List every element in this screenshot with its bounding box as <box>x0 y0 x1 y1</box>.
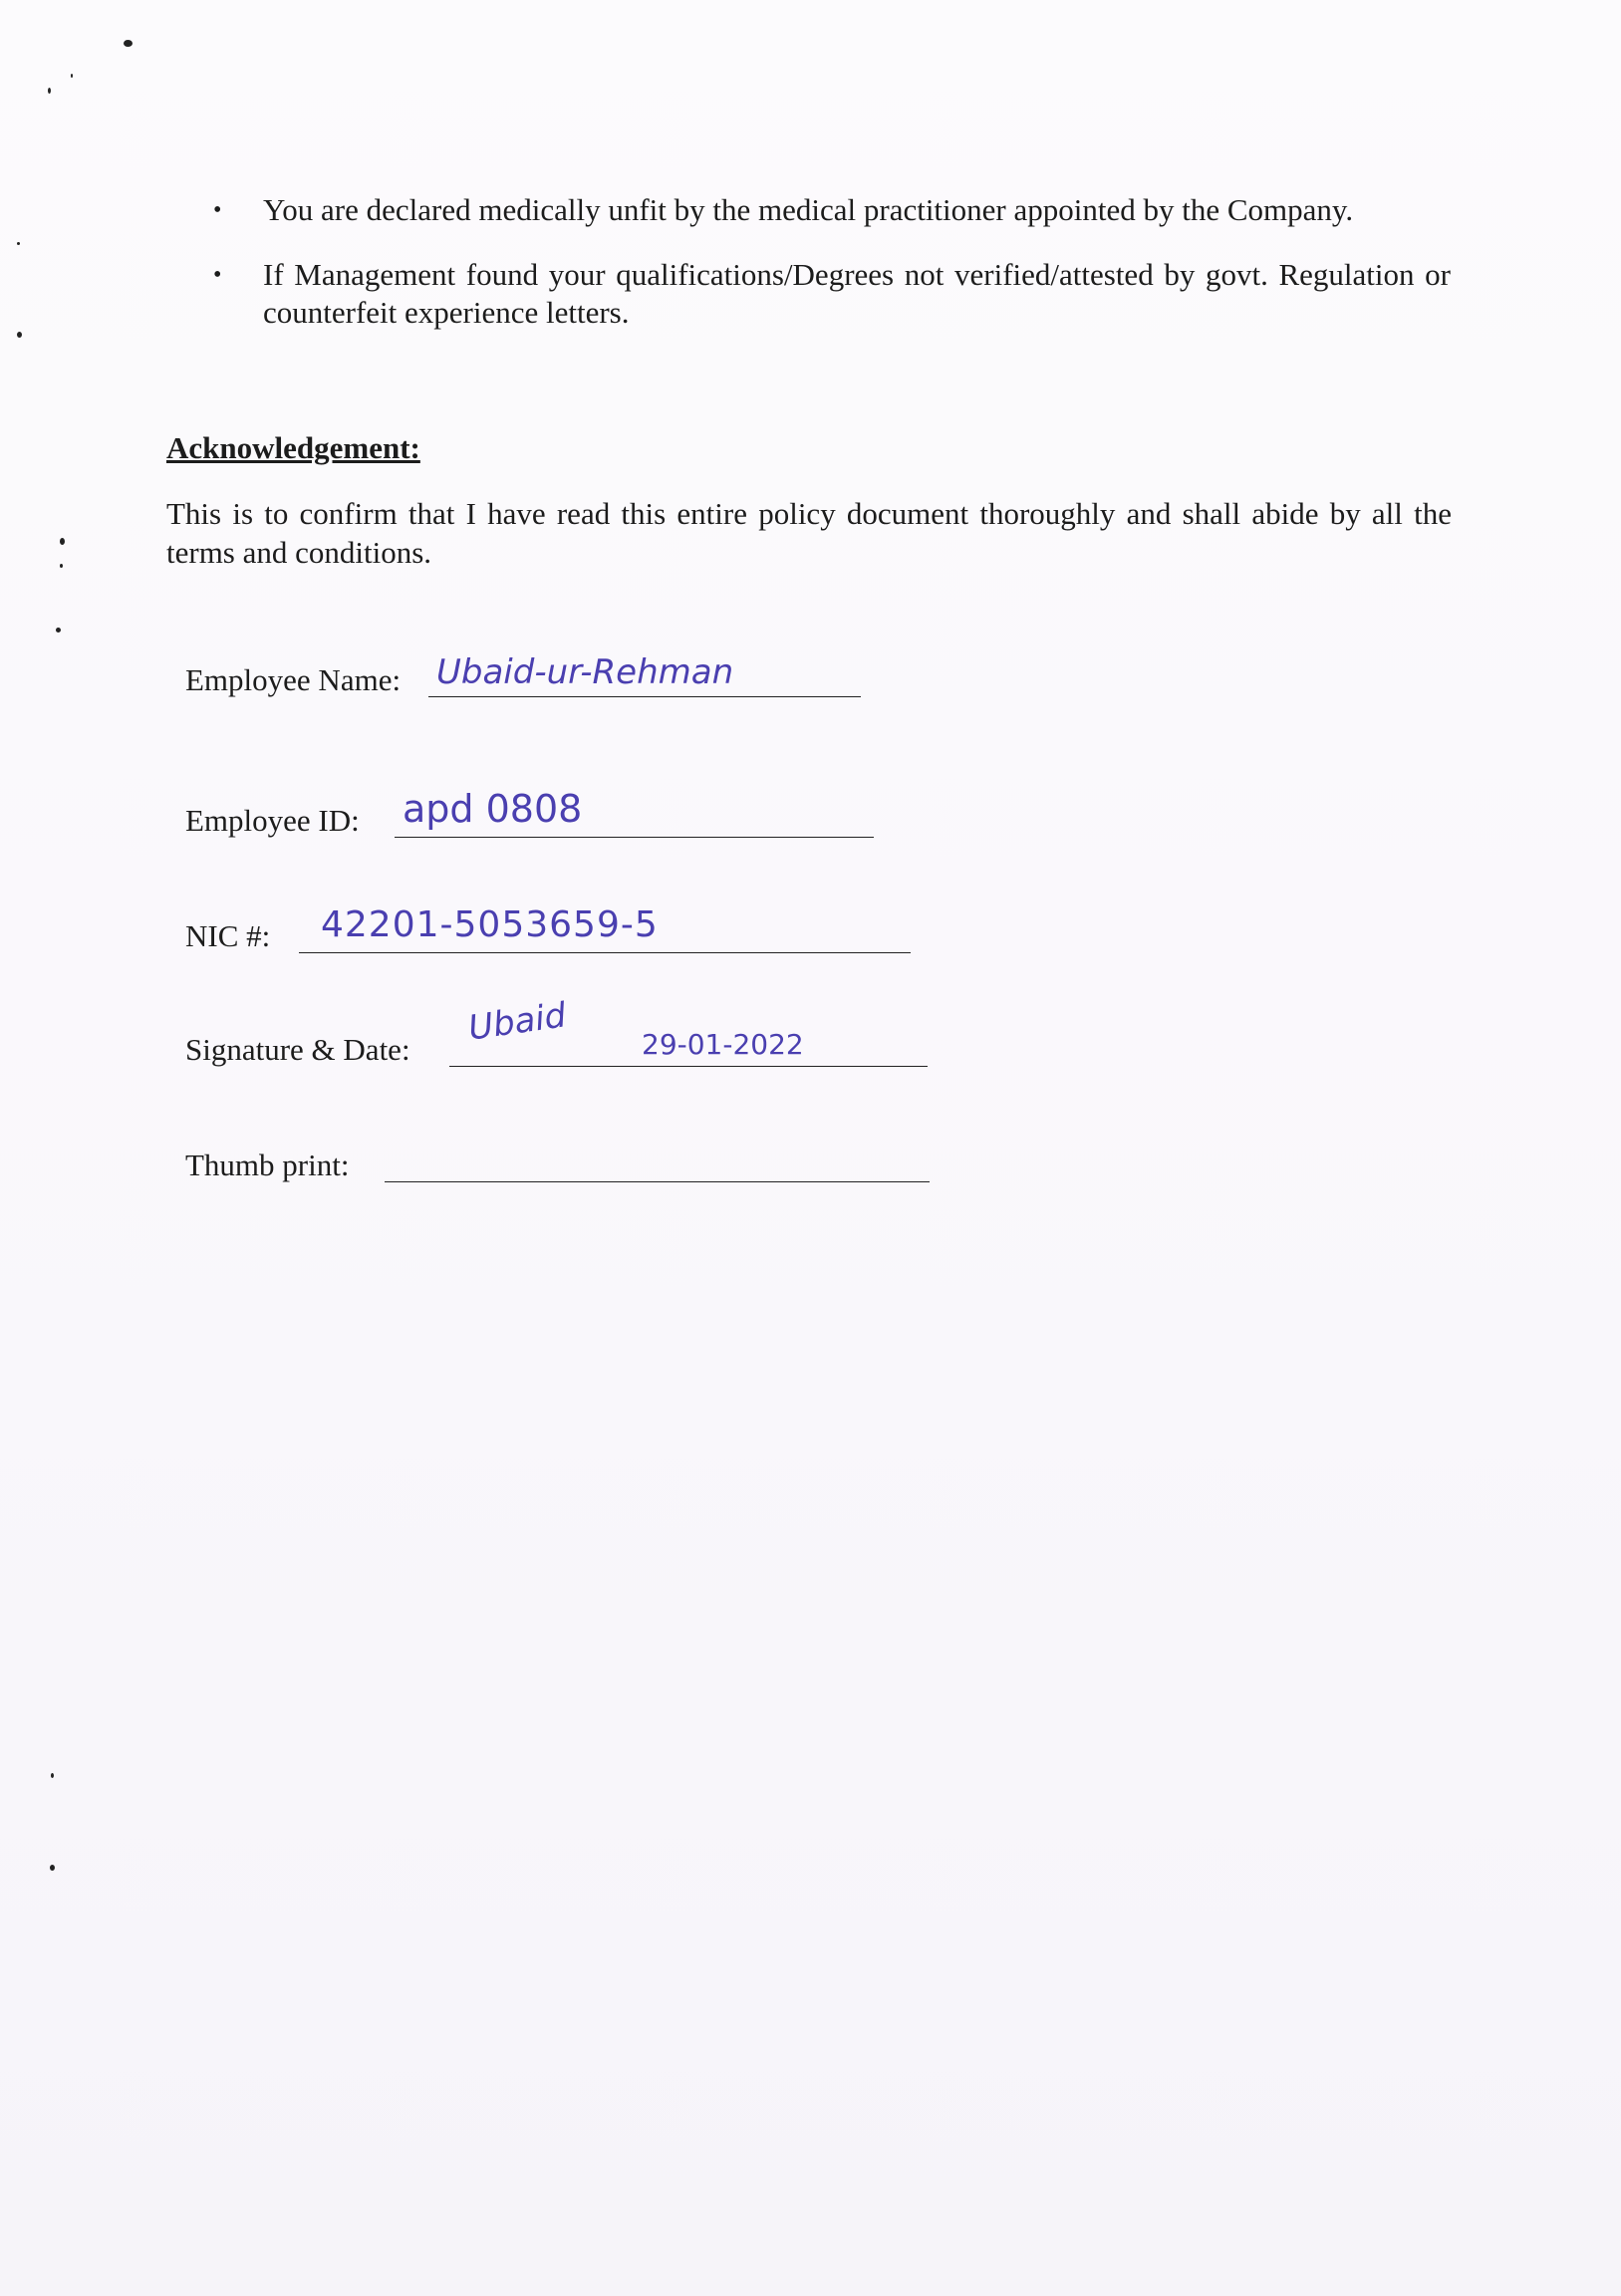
nic-label: NIC #: <box>185 918 271 953</box>
employee-name-line[interactable] <box>428 696 861 697</box>
employee-id-line[interactable] <box>395 837 874 838</box>
employee-name-label: Employee Name: <box>185 662 402 697</box>
bullet-text: You are declared medically unfit by the medical practitioner appointed by the Company. <box>263 192 1354 227</box>
bullet-dot-icon: • <box>213 197 222 223</box>
nic-value: 42201-5053659-5 <box>321 904 659 945</box>
nic-line[interactable] <box>299 952 911 953</box>
acknowledgement-text: This is to confirm that I have read this entire policy document thoroughly and shall abide by all the terms and conditions. <box>166 496 1452 570</box>
thumb-print-label: Thumb print: <box>185 1148 350 1182</box>
scan-speck <box>60 538 65 545</box>
bullet-item <box>213 191 1451 229</box>
employee-id-value: apd 0808 <box>403 787 583 831</box>
bullet-item <box>213 256 1451 332</box>
signature-date-value: 29-01-2022 <box>642 1028 804 1061</box>
scan-speck <box>60 564 63 568</box>
scan-speck <box>50 1865 55 1871</box>
signature-value: Ubaid <box>465 995 569 1049</box>
scan-speck <box>17 242 20 245</box>
scan-speck <box>48 88 51 94</box>
bullet-list <box>213 191 1451 359</box>
scan-speck <box>124 40 133 47</box>
bullet-dot-icon: • <box>213 262 222 288</box>
signature-date-line[interactable] <box>449 1066 928 1067</box>
scan-speck <box>56 628 61 633</box>
employee-id-label: Employee ID: <box>185 803 360 838</box>
signature-date-label: Signature & Date: <box>185 1032 410 1067</box>
bullet-text: If Management found your qualifications/Degrees not verified/attested by govt. Regulation or counterfeit experience letters. <box>263 257 1451 330</box>
thumb-print-line[interactable] <box>385 1181 930 1182</box>
acknowledgement-heading: Acknowledgement: <box>166 430 420 465</box>
employee-name-value: Ubaid-ur-Rehman <box>436 652 734 692</box>
scan-speck <box>71 74 73 78</box>
scan-speck <box>17 332 22 338</box>
scan-speck <box>51 1773 54 1778</box>
